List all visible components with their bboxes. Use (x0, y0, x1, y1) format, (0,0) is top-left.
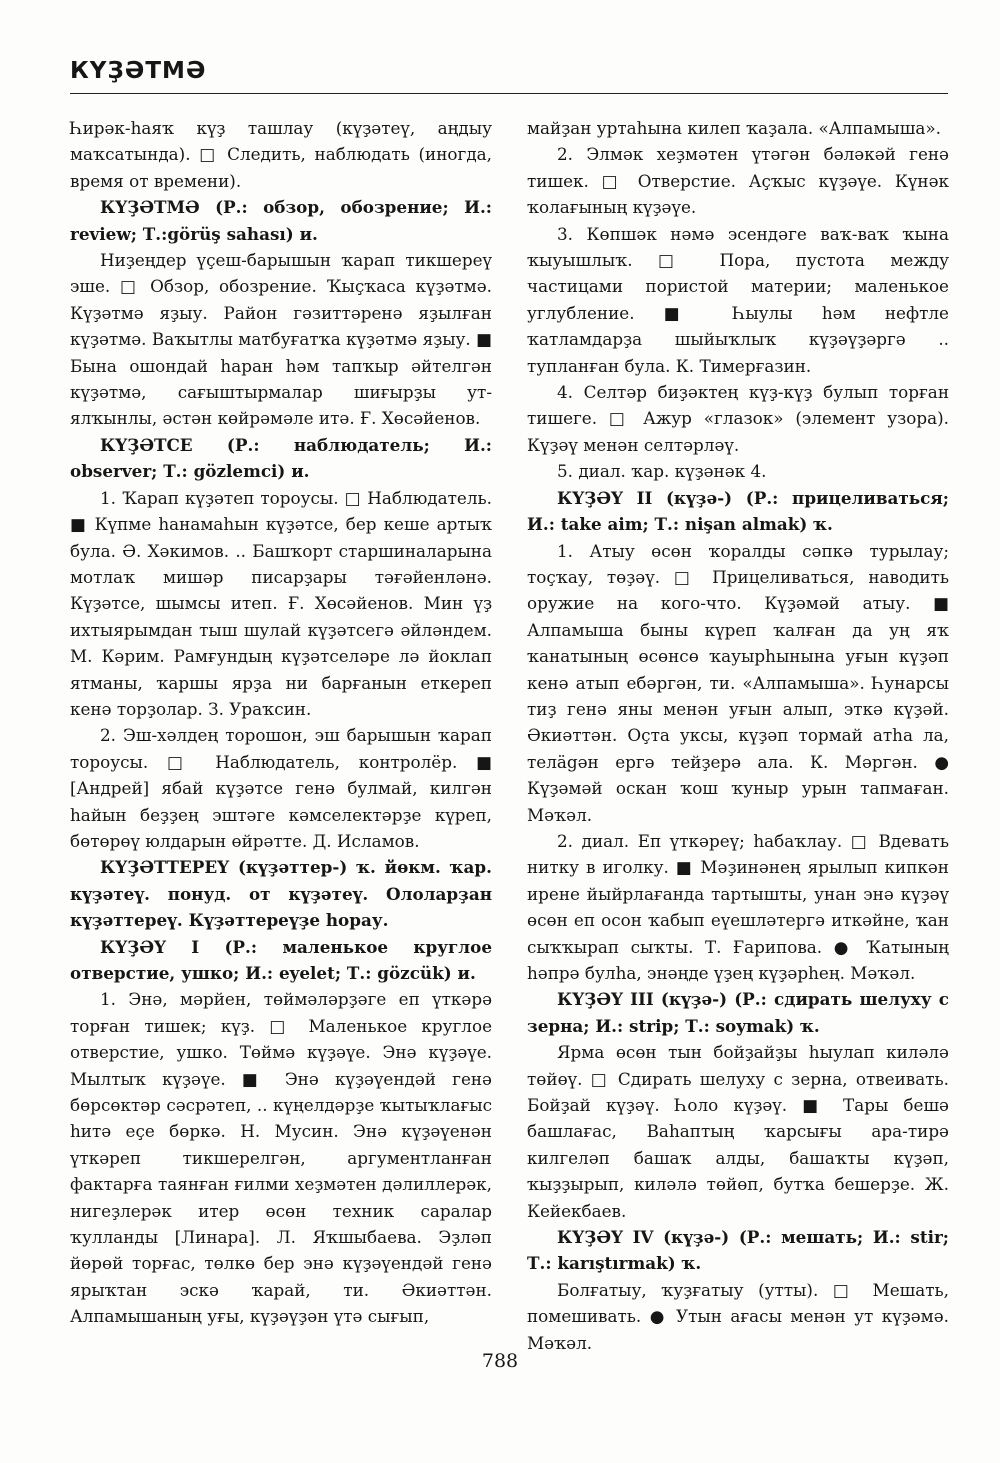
page-number: 788 (481, 1350, 519, 1372)
headword-entry: КҮҘӘҮ IV (күҙә-) (Р.: мешать; И.: stir; Т.: karıştırmak) ҡ. (527, 1227, 949, 1274)
sense-paragraph: 1. Атыу өсөн ҡоралды сәпкә турылау; тоҫҡау, төҙәү. □ Прицеливаться, наводить оружие на кого-что. Күҙәмәй атыу. ■ Алпамыша быны күреп ҡалған да уң яҡ ҡанатының өсөнсө ҡауырһынына уғын күҙәп кенә атып ебәргән, ти. «Алпамыша». Һунарсы тиҙ генә яны менән уғын алып, эткә күҙәй. Әкиәттән. Оҫта уксы, күҙәп тормай атһа ла, телägән ергә тейҙерә ала. К. Мәргән. ● Күҙәмәй оскан ҡош ҡуныр урын тапмаған. Мәҡәл. (527, 540, 949, 825)
right-column (527, 115, 949, 1356)
sense-paragraph: 5. диал. ҡар. күҙәнәк 4. (557, 461, 767, 482)
sense-paragraph: 1. Ҡарап күҙәтеп тороусы. □ Наблюдатель. ■ Күпме һанамаһын күҙәтсе, бер кеше артыҡ була. Ә. Хәкимов. .. Башҡорт старшиналарына мотлаҡ мишәр писарҙары тәғәйенләнә. Күҙәтсе, шымсы итеп. Ғ. Хөсәйенов. Мин үҙ ихтыярымдан тыш шулай күҙәтсегә әйләндем. М. Кәрим. Рамғундың күҙәтселәре лә йоклап ятманы, ҡаршы ярҙа ни барғанын еткереп кенә торҙолар. З. Ураҡсин. (70, 487, 492, 719)
headword-entry: КҮҘӘТТЕРЕҮ (күҙәттер-) ҡ. йөкм. ҡар. күҙәтеү. понуд. от күҙәтеү. Ололарҙан күҙәттереү. Күҙәттереүҙе һорау. (70, 857, 492, 931)
sense-paragraph: 3. Көпшәк нәмә эсендәге ваҡ-ваҡ ҡына ҡыуышлыҡ. □ Пора, пустота между частицами пористой материи; маленькое углубление. ■ Һыулы һәм нефтле ҡатламдарҙа шыйыҡлыҡ күҙәүҙәргә .. тупланған була. К. Тимерғазин. (527, 223, 949, 376)
header-rule (70, 93, 948, 94)
headword-entry: КҮҘӘҮ II (күҙә-) (Р.: прицеливаться; И.: take aim; Т.: nişan almak) ҡ. (527, 487, 949, 535)
sense-paragraph: 4. Селтәр биҙәктең күҙ-күҙ булып торған тишеге. □ Ажур «глазок» (элемент узора). Күҙәү менән селтәрләү. (527, 382, 949, 455)
entry-paragraph: Ярма өсөн тын бойҙайҙы һыулап киләлә төйөү. □ Сдирать шелуху с зерна, отвеивать. Бойҙай күҙәү. Һоло күҙәү. ■ Тары бешә башлағас, Ваһаптың ҡарсығы ара-тирә килгеләп башаҡ алды, башаҡты күҙәп, ҡыҙҙырып, киләлә төйөп, бутҡа бешерҙе. Ж. Кейекбаев. (527, 1042, 949, 1221)
entry-paragraph: майҙан уртаһына килеп ҡаҙала. «Алпамыша». (527, 118, 941, 138)
sense-paragraph: 2. Эш-хәлдең торошон, эш барышын ҡарап тороусы. □ Наблюдатель, контролёр. ■ [Андрей] ябай күҙәтсе генә булмай, килгән һайын беҙҙең эштәге кәмселектәрҙе күреп, бөтөрөү юлдарын өйрәтте. Д. Исламов. (70, 725, 492, 851)
running-head: КҮҘӘТМӘ (70, 58, 207, 84)
headword-entry: КҮҘӘҮ III (күҙә-) (Р.: сдирать шелуху с зерна; И.: strip; Т.: soymak) ҡ. (527, 989, 949, 1036)
entry-paragraph: Болғатыу, ҡуҙғатыу (утты). □ Мешать, помешивать. ● Утын ағасы менән ут күҙәмә. Мәҡәл. (527, 1279, 949, 1353)
headword-entry: КҮҘӘТМӘ (Р.: обзор, обозрение; И.: review; Т.:görüş sahası) и. (70, 197, 492, 244)
sense-paragraph: 1. Энә, мәрйен, төймәләрҙәге еп үткәрә торған тишек; күҙ. □ Маленькое круглое отверстие, ушко. Төймә күҙәүе. Энә күҙәүе. Мылтыҡ күҙәүе. ■ Энә күҙәүендәй генә бөрсөктәр сәсрәтеп, .. күңелдәрҙе ҡытыҡлағыс һитә еҫе бөркә. Н. Мусин. Энә күҙәүенән үткәреп тикшерелгән, аргументланған фактарға таянған ғилми хеҙмәтен дәлиллерәк, нигеҙлерәк итер өсөн техник саралар ҡулланды [Линара]. Л. Яҡшыбаева. Эҙләп йөрөй торғас, төлкө бер энә күҙәүендәй генә ярыҡтан эскә ҡарай, ти. Әкиәттән. Алпамышаның уғы, күҙәүҙән үтә сығып, (70, 989, 492, 1327)
entry-paragraph: Һирәк-һаяҡ күҙ ташлау (күҙәтеү, аңдыу маҡсатында). □ Следить, наблюдать (иногда, время от времени). (70, 118, 492, 191)
entry-paragraph: Ниҙеңдер үҫеш-барышын ҡарап тикшереү эше. □ Обзор, обозрение. Ҡыҫҡаса күҙәтмә. Күҙәтмә яҙыу. Район гәзиттәренә яҙылған күҙәтмә. Ваҡытлы матбуғатҡа күҙәтмә яҙыу. ■ Бына ошондай һаран һәм тапҡыр әйтелгән күҙәтмә, сағыштырмалар шиғырҙы ут-ялҡынлы, әстән көйрәмәле итә. Ғ. Хөсәйенов. (70, 250, 492, 429)
headword-entry: КҮҘӘҮ I (Р.: маленькое круглое отверстие, ушко; И.: eyelet; Т.: gözcük) и. (70, 936, 492, 983)
sense-paragraph: 2. диал. Еп үткәреү; һабаҡлау. □ Вдевать нитку в иголку. ■ Мәҙинәнең ярылып кипкән ирене йыйрлағанда тартышты, унан энә күҙәү өсөн еп осон ҡабып еүешләтергә иткәйне, ҡан сыҡҡырап сыҡты. Т. Ғарипова. ● Ҡатының һәпрә булһа, энәңде үҙең күҙәрһең. Мәҡәл. (527, 830, 949, 983)
headword-entry: КҮҘӘТСЕ (Р.: наблюдатель; И.: observer; Т.: gözlemci) и. (70, 434, 492, 482)
left-column (70, 115, 492, 1330)
sense-paragraph: 2. Элмәк хеҙмәтен үтәгән бәләкәй генә тишек. □ Отверстие. Аҫҡыс күҙәүе. Күнәк ҡолағының күҙәүе. (527, 144, 949, 218)
